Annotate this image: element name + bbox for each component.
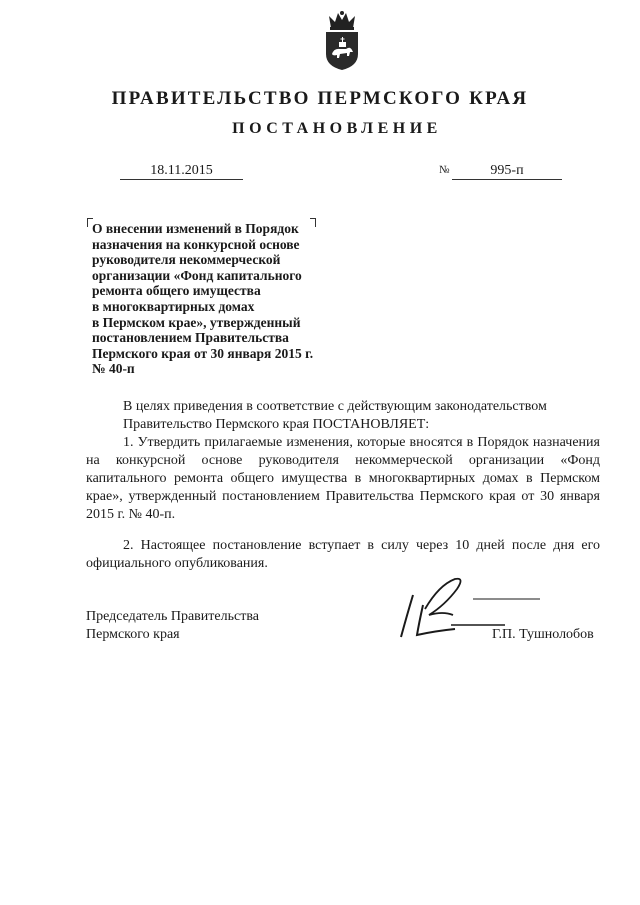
subject-line: руководителя некоммерческой [92, 252, 281, 268]
resolution-item-2: 2. Настоящее постановление вступает в силу через 10 дней после дня его официального опубликования. [86, 538, 600, 571]
subject-line: постановлением Правительства [92, 330, 289, 346]
subject-line: назначения на конкурсной основе [92, 236, 300, 252]
subject-line: О внесении изменений в Порядок [92, 221, 299, 236]
preamble-line: Правительство Пермского края ПОСТАНОВЛЯЕТ: [123, 417, 430, 432]
subject-heading [92, 221, 342, 377]
subject-line: в многоквартирных домах [92, 298, 255, 314]
perm-krai-coat-of-arms-icon [322, 10, 362, 72]
government-title: ПРАВИТЕЛЬСТВО ПЕРМСКОГО КРАЯ [111, 88, 529, 109]
resolution-item-1: 1. Утвердить прилагаемые изменения, которые вносятся в Порядок назначения на конкурсной основе руководителя некоммерческой организации «Фонд капитального ремонта общего имущества в многоквартирных домах в Пермском крае», утвержденный постановлением Правительства Пермского края от 30 января 2015 г. № 40-п. [86, 435, 600, 522]
subject-line: в Пермском крае», утвержденный [92, 314, 301, 330]
signatory-title: Председатель Правительства Пермского края [86, 609, 259, 642]
document-date: 18.11.2015 [120, 162, 243, 180]
preamble-line: В целях приведения в соответствие с действующим законодательством [123, 399, 547, 414]
document-type: ПОСТАНОВЛЕНИЕ [232, 120, 442, 137]
number-sign: № [439, 164, 450, 176]
subject-line: № 40-п [92, 361, 135, 377]
document-number: 995-п [452, 162, 562, 180]
subject-line: организации «Фонд капитального [92, 267, 302, 283]
signatory-name: Г.П. Тушнолобов [492, 627, 594, 642]
subject-line: Пермского края от 30 января 2015 г. [92, 345, 314, 361]
subject-line: ремонта общего имущества [92, 283, 261, 299]
